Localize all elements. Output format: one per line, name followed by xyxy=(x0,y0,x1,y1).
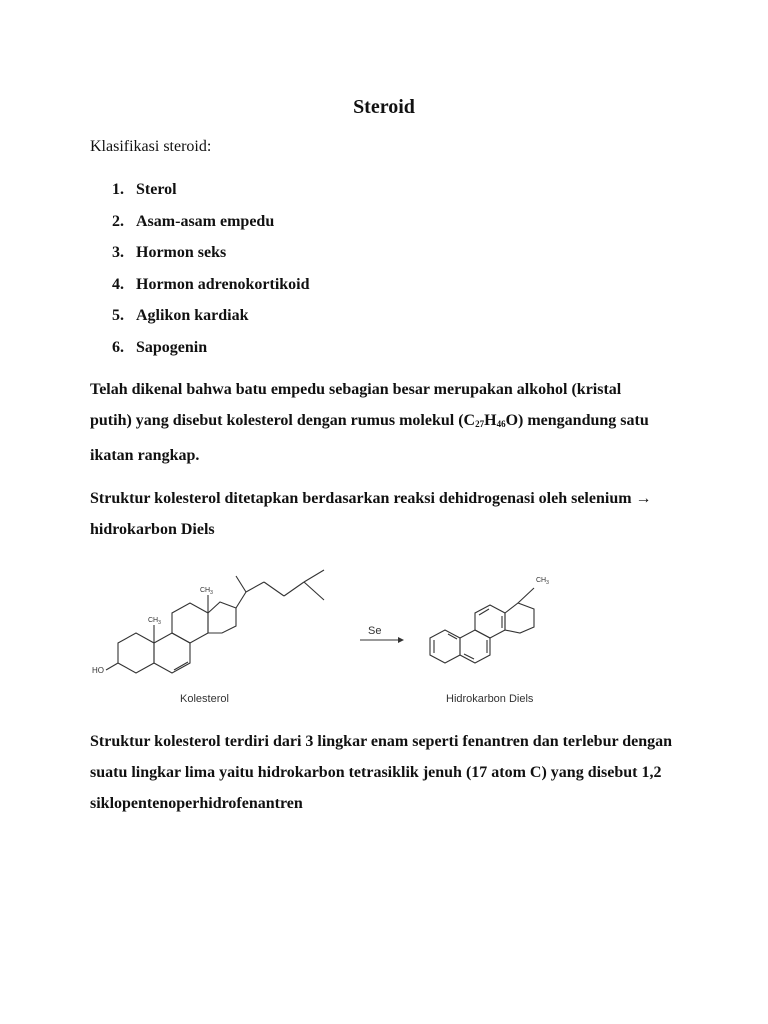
paragraph-ring-structure xyxy=(90,726,690,819)
reaction-figure xyxy=(88,558,568,708)
text-run: O) mengandung satu xyxy=(505,412,649,429)
paragraph-line: siklopentenoperhidrofenantren xyxy=(90,795,303,812)
text-run: Struktur kolesterol ditetapkan berdasarkan reaksi dehidrogenasi oleh selenium xyxy=(90,490,632,507)
list-number: 4. xyxy=(112,275,124,293)
paragraph-line xyxy=(90,405,690,440)
right-arrow-icon: → xyxy=(635,490,652,507)
paragraph-line: suatu lingkar lima yaitu hidrokarbon tetrasiklik jenuh (17 atom C) yang disebut 1,2 xyxy=(90,764,662,781)
subscript-46: 46 xyxy=(496,419,506,429)
list-text: Sapogenin xyxy=(136,338,208,356)
list-item xyxy=(112,307,310,339)
paragraph-line: ikatan rangkap. xyxy=(90,447,200,464)
list-item xyxy=(112,213,310,245)
paragraph-structure xyxy=(90,483,690,545)
reaction-arrowhead xyxy=(398,637,404,643)
intro-text: Klasifikasi steroid: xyxy=(90,138,212,155)
list-number: 3. xyxy=(112,244,124,261)
paragraph-line: Telah dikenal bahwa batu empedu sebagian besar merupakan alkohol (kristal xyxy=(90,381,622,398)
list-item xyxy=(112,276,310,308)
cholesterol-caption: Kolesterol xyxy=(180,693,229,705)
list-item xyxy=(112,244,310,276)
list-text: Hormon seks xyxy=(136,244,227,261)
list-item xyxy=(112,339,310,371)
list-text: Hormon adrenokortikoid xyxy=(136,275,310,293)
paragraph-line: Struktur kolesterol terdiri dari 3 lingkar enam seperti fenantren dan terlebur dengan xyxy=(90,733,673,750)
list-text: Aglikon kardiak xyxy=(136,307,249,324)
classification-list xyxy=(112,181,310,370)
list-item xyxy=(112,181,310,213)
methyl-label: $CH_3$ xyxy=(200,587,213,596)
diels-caption: Hidrokarbon Diels xyxy=(446,693,534,705)
list-number: 6. xyxy=(112,338,124,356)
paragraph-line: hidrokarbon Diels xyxy=(90,521,215,538)
reagent-label: Se xyxy=(368,625,382,637)
list-text: Sterol xyxy=(136,181,177,198)
text-run: H xyxy=(484,412,497,429)
list-number: 5. xyxy=(112,307,124,324)
methyl-label: $CH_3$ xyxy=(148,617,161,626)
page-title: Steroid xyxy=(353,96,415,118)
list-number: 1. xyxy=(112,181,124,198)
paragraph-cholesterol-intro xyxy=(90,374,690,471)
subscript-27: 27 xyxy=(475,419,485,429)
list-text: Asam-asam empedu xyxy=(136,212,275,230)
list-number: 2. xyxy=(112,212,124,230)
diels-hydrocarbon-structure xyxy=(430,588,534,663)
ho-label: HO xyxy=(92,666,104,675)
cholesterol-structure xyxy=(106,570,324,673)
text-run: putih) yang disebut kolesterol dengan rumus molekul (C xyxy=(90,412,476,429)
paragraph-line xyxy=(90,483,690,514)
methyl-label: $CH_3$ xyxy=(536,577,549,586)
